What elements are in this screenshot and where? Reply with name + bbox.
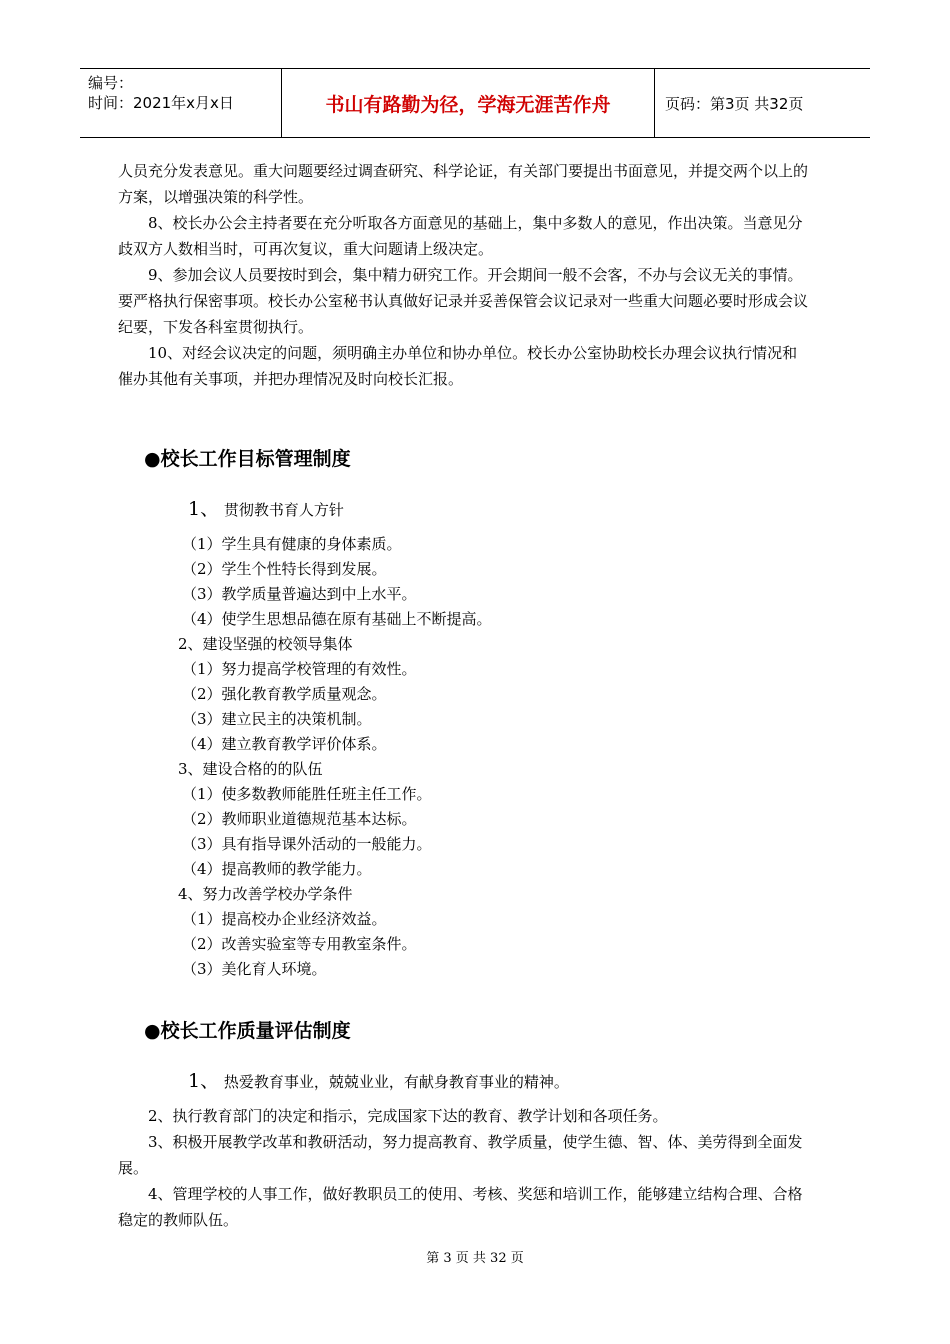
list-item: （2）学生个性特长得到发展。 — [182, 560, 387, 578]
section2-body — [118, 1103, 812, 1233]
section2-paragraph: 2、执行教育部门的决定和指示，完成国家下达的教育、教学计划和各项任务。 — [148, 1107, 668, 1125]
list-item: （4）建立教育教学评价体系。 — [182, 735, 387, 753]
section1-list — [122, 532, 816, 982]
intro-paragraph: 9、参加会议人员要按时到会，集中精力研究工作。开会期间一般不会客，不办与会议无关的事情。要严格执行保密事项。校长办公室秘书认真做好记录并妥善保管会议记录对一些重大问题必要时形成会议纪要，下发各科室贯彻执行。 — [118, 266, 809, 336]
list-item: （3）具有指导课外活动的一般能力。 — [182, 835, 432, 853]
list-item: （2）教师职业道德规范基本达标。 — [182, 810, 417, 828]
section2-item1 — [188, 1066, 569, 1093]
list-item: （1）使多数教师能胜任班主任工作。 — [182, 785, 432, 803]
code-label: 编号： — [88, 74, 134, 92]
header-page-info: 页码：第3页 共32页 — [665, 94, 804, 113]
section1-item1 — [188, 494, 344, 521]
list-item: （2）强化教育教学质量观念。 — [182, 685, 387, 703]
section1-item1-num: 1、 — [188, 498, 220, 520]
section2-title: ●校长工作质量评估制度 — [144, 1020, 351, 1042]
page-footer: 第 3 页 共 32 页 — [426, 1251, 524, 1266]
intro-paragraph: 8、校长办公会主持者要在充分听取各方面意见的基础上，集中多数人的意见，作出决策。当意见分歧双方人数相当时，可再次复议，重大问题请上级决定。 — [118, 214, 803, 258]
intro-paragraph: 人员充分发表意见。重大问题要经过调查研究、科学论证，有关部门要提出书面意见，并提交两个以上的方案，以增强决策的科学性。 — [118, 162, 809, 206]
list-item: （1）学生具有健康的身体素质。 — [182, 535, 402, 553]
header-meta — [80, 69, 282, 137]
list-item: 3、建设合格的的队伍 — [178, 760, 323, 778]
intro-paragraph: 10、对经会议决定的问题，须明确主办单位和协办单位。校长办公室协助校长办理会议执行情况和催办其他有关事项，并把办理情况及时向校长汇报。 — [118, 344, 798, 388]
header-motto: 书山有路勤为径，学海无涯苦作舟 — [282, 69, 655, 137]
section2-paragraph: 4、管理学校的人事工作，做好教职员工的使用、考核、奖惩和培训工作，能够建立结构合理、合格稳定的教师队伍。 — [118, 1185, 803, 1229]
list-item: （1）提高校办企业经济效益。 — [182, 910, 387, 928]
section2-item1-num: 1、 — [188, 1070, 220, 1092]
list-item: 2、建设坚强的校领导集体 — [178, 635, 353, 653]
list-item: （3）美化育人环境。 — [182, 960, 327, 978]
list-item: （4）提高教师的教学能力。 — [182, 860, 372, 878]
time-label: 时间：2021年x月x日 — [88, 94, 234, 112]
list-item: （2）改善实验室等专用教室条件。 — [182, 935, 417, 953]
list-item: （3）建立民主的决策机制。 — [182, 710, 372, 728]
section2-paragraph: 3、积极开展教学改革和教研活动，努力提高教育、教学质量，使学生德、智、体、美劳得到全面发展。 — [118, 1133, 803, 1177]
list-item: （1）努力提高学校管理的有效性。 — [182, 660, 417, 678]
section1-title: ●校长工作目标管理制度 — [144, 448, 351, 470]
list-item: 4、努力改善学校办学条件 — [178, 885, 353, 903]
section2-item1-text: 热爱教育事业，兢兢业业，有献身教育事业的精神。 — [223, 1073, 569, 1091]
section1-item1-text: 贯彻教书育人方针 — [223, 501, 344, 519]
document-header — [80, 68, 870, 138]
list-item: （4）使学生思想品德在原有基础上不断提高。 — [182, 610, 492, 628]
list-item: （3）教学质量普遍达到中上水平。 — [182, 585, 417, 603]
intro-section — [118, 158, 812, 392]
